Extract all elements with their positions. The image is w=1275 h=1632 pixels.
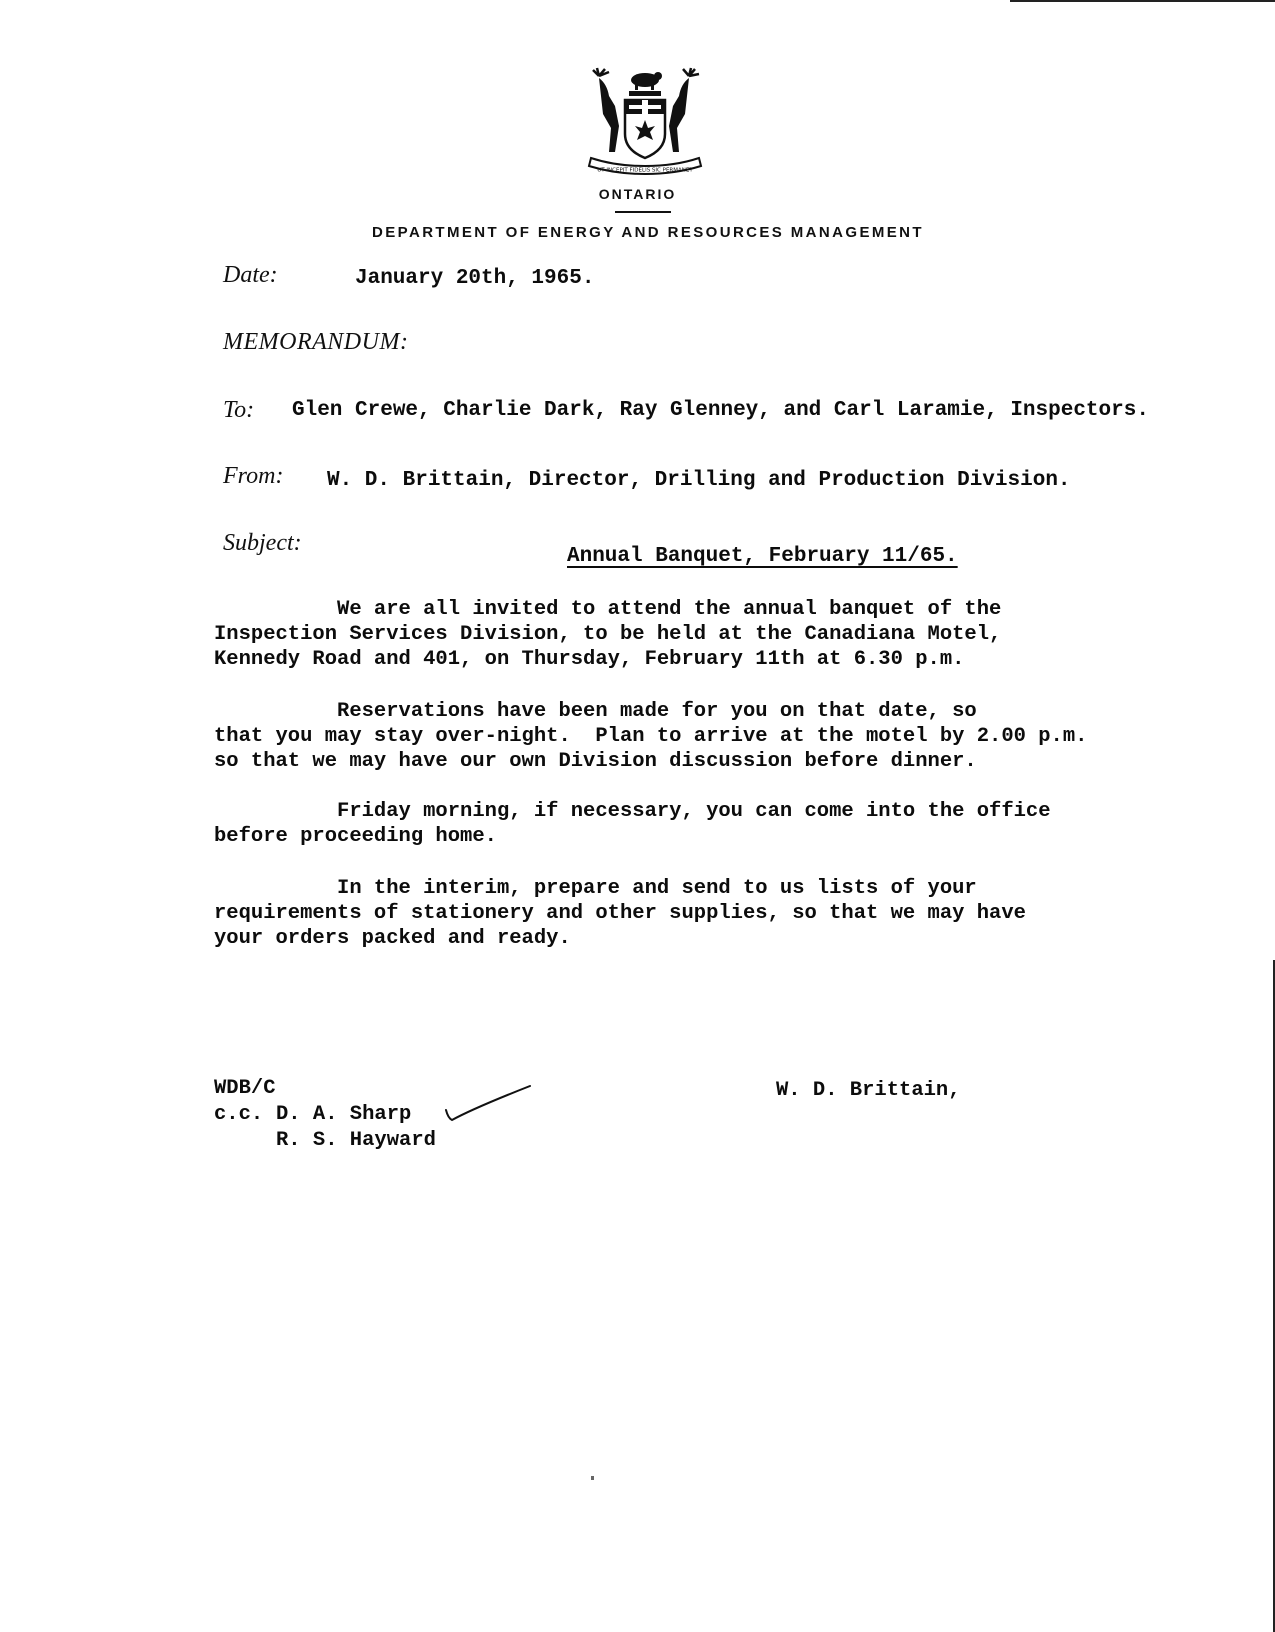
handwritten-checkmark-icon (444, 1082, 534, 1127)
body-paragraph-2: Reservations have been made for you on that date, so that you may stay over-night. Plan to arrive at the motel by 2.00 p.m. so that we may have our own Division discussion before dinner. (214, 700, 1088, 773)
signature-name: W. D. Brittain, (776, 1079, 961, 1102)
crest-motto: UT INCEPIT FIDELIS SIC PERMANET (597, 167, 693, 174)
body-paragraph-4: In the interim, prepare and send to us lists of your requirements of stationery and other supplies, so that we may have your orders packed and ready. (214, 877, 1026, 950)
to-value: Glen Crewe, Charlie Dark, Ray Glenney, and Carl Laramie, Inspectors. (292, 399, 1149, 422)
subject-label: Subject: (223, 530, 302, 556)
to-label: To: (223, 397, 255, 423)
cc-prefix: c.c. (214, 1103, 264, 1126)
ontario-coat-of-arms-icon (585, 66, 705, 176)
scan-edge-top (1010, 0, 1275, 2)
letterhead-department: DEPARTMENT OF ENERGY AND RESOURCES MANAGEMENT (372, 224, 924, 241)
scan-speck (591, 1476, 594, 1480)
body-paragraph-3: Friday morning, if necessary, you can come into the office before proceeding home. (214, 800, 1051, 848)
letterhead-divider (615, 211, 671, 213)
subject-value: Annual Banquet, February 11/65. (567, 545, 958, 568)
typist-initials: WDB/C (214, 1077, 276, 1100)
body-paragraph-1: We are all invited to attend the annual banquet of the Inspection Services Division, to be held at the Canadiana Motel, Kennedy Road and 401, on Thursday, February 11th at 6.30 p.m. (214, 598, 1002, 671)
from-value: W. D. Brittain, Director, Drilling and Production Division. (327, 469, 1071, 492)
cc-recipient-1: D. A. Sharp (276, 1103, 412, 1126)
cc-recipient-2: R. S. Hayward (276, 1129, 436, 1152)
letterhead-province: ONTARIO (598, 186, 677, 202)
memo-title: MEMORANDUM: (223, 329, 409, 355)
from-label: From: (223, 463, 284, 489)
date-value: January 20th, 1965. (355, 267, 595, 290)
date-label: Date: (223, 262, 278, 288)
